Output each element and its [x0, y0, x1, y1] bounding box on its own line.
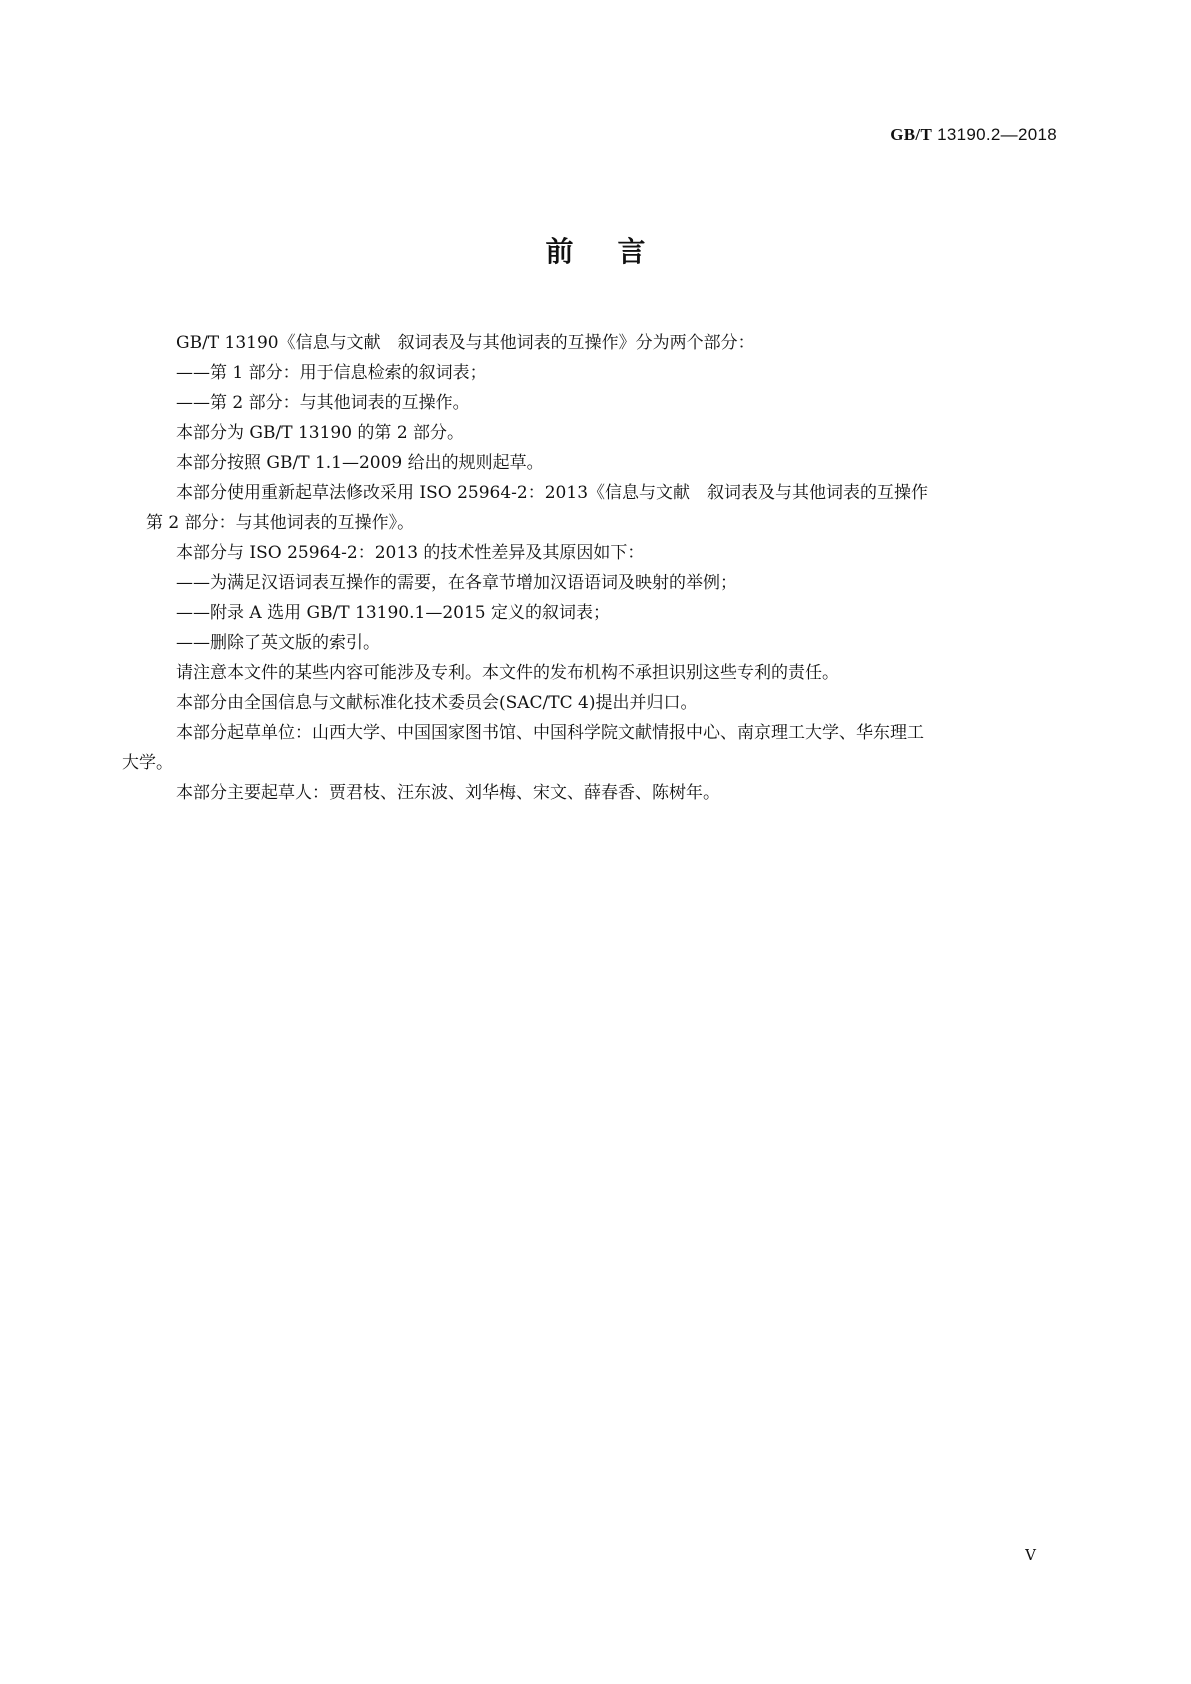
- paragraph: GB/T 13190《信息与文献 叙词表及与其他词表的互操作》分为两个部分：: [176, 333, 755, 353]
- paragraph: 本部分与 ISO 25964-2：2013 的技术性差异及其原因如下：: [176, 543, 645, 563]
- list-item: ——第 2 部分：与其他词表的互操作。: [176, 393, 470, 413]
- paragraph-continuation: 第 2 部分：与其他词表的互操作》。: [146, 513, 415, 533]
- page-title: 前言: [545, 235, 690, 268]
- document-number: [890, 125, 1057, 145]
- page-number: V: [1025, 1546, 1036, 1564]
- list-item: ——删除了英文版的索引。: [176, 633, 380, 653]
- document-year-number: 13190.2—2018: [937, 125, 1057, 144]
- paragraph-continuation: 大学。: [122, 753, 173, 773]
- paragraph: 本部分使用重新起草法修改采用 ISO 25964-2：2013《信息与文献 叙词表及与其他词表的互操作: [176, 483, 929, 503]
- list-item: ——附录 A 选用 GB/T 13190.1—2015 定义的叙词表；: [176, 603, 610, 623]
- paragraph: 本部分主要起草人：贾君枝、汪东波、刘华梅、宋文、薛春香、陈树年。: [176, 783, 720, 803]
- foreword-body: [122, 328, 1056, 808]
- document-code: GB/T: [890, 125, 933, 144]
- list-item: ——第 1 部分：用于信息检索的叙词表；: [176, 363, 487, 383]
- list-item: ——为满足汉语词表互操作的需要，在各章节增加汉语语词及映射的举例；: [176, 573, 737, 593]
- paragraph: 本部分为 GB/T 13190 的第 2 部分。: [176, 423, 465, 443]
- paragraph: 请注意本文件的某些内容可能涉及专利。本文件的发布机构不承担识别这些专利的责任。: [176, 663, 839, 683]
- paragraph: 本部分由全国信息与文献标准化技术委员会(SAC/TC 4)提出并归口。: [176, 693, 698, 713]
- paragraph: 本部分按照 GB/T 1.1—2009 给出的规则起草。: [176, 453, 544, 473]
- paragraph: 本部分起草单位：山西大学、中国国家图书馆、中国科学院文献情报中心、南京理工大学、华东理工: [176, 723, 924, 743]
